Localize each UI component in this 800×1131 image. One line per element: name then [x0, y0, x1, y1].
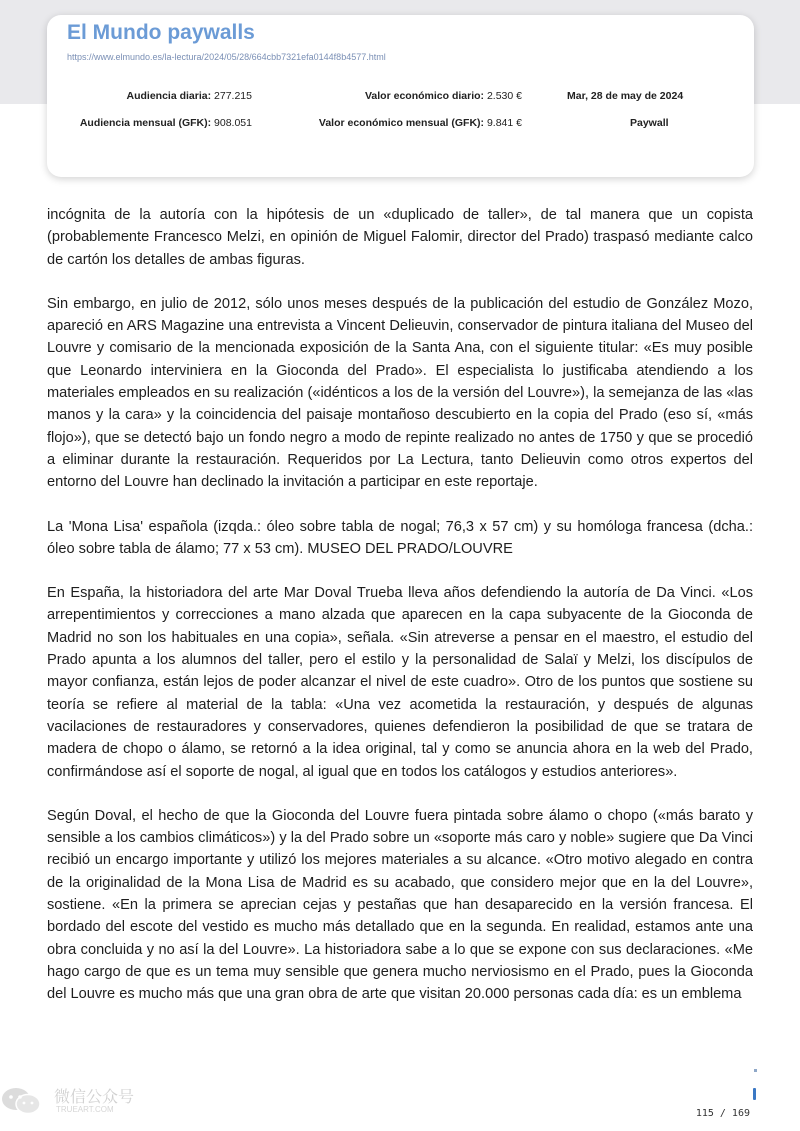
watermark-text: 微信公众号 [54, 1089, 135, 1106]
page-number: 115 / 169 [695, 1108, 750, 1119]
daily-audience [127, 90, 253, 102]
outlet-title: El Mundo paywalls [67, 21, 255, 44]
daily-audience-label: Audiencia diaria: [126, 90, 212, 102]
monthly-value-label: Valor económico mensual (GFK): [318, 117, 485, 129]
access-type: Paywall [630, 117, 669, 129]
article-paragraph: incógnita de la autoría con la hipótesis de un «duplicado de taller», de tal manera que un copista (probablemente Francesco Melzi, en opinión de Miguel Falomir, director del Prado) traspasó mediante calco de cartón los detalles de ambas figuras. [47, 207, 753, 268]
daily-audience-value: 277.215 [214, 90, 252, 102]
daily-value [365, 90, 522, 102]
margin-tick [754, 1069, 757, 1072]
monthly-value [319, 117, 522, 129]
image-caption: La 'Mona Lisa' española (izqda.: óleo sobre tabla de nogal; 76,3 x 57 cm) y su homóloga francesa (dcha.: óleo sobre tabla de álamo; 77 x 53 cm). MUSEO DEL PRADO/LOUVRE [47, 518, 753, 557]
wechat-watermark [0, 1072, 150, 1124]
monthly-audience-value: 908.051 [214, 117, 252, 129]
article-body [47, 204, 753, 1028]
monthly-value-amount: 9.841 € [486, 117, 522, 129]
wechat-icon [0, 1086, 44, 1116]
monthly-audience-label: Audiencia mensual (GFK): [79, 117, 212, 129]
publication-date: Mar, 28 de may de 2024 [567, 90, 684, 102]
monthly-audience [80, 117, 252, 129]
daily-value-label: Valor económico diario: [365, 90, 485, 102]
watermark-subtext: TRUEART.COM [56, 1105, 114, 1114]
article-paragraph: Sin embargo, en julio de 2012, sólo unos meses después de la publicación del estudio de González Mozo, apareció en ARS Magazine una entrevista a Vincent Delieuvin, conservador de pintura italiana del Museo del Louvre y comisario de la mencionada exposición de la Santa Ana, con el siguiente titular: «Es muy posible que Leonardo interviniera en la Gioconda del Prado». El especialista lo justificaba atendiendo a los materiales empleados en su realización («idénticos a los de la versión del Louvre»), la semejanza de las «las manos y la cara» y la coincidencia del paisaje montañoso descubierto en la copia del Prado (eso sí, «más flojo»), que se detectó bajo un fondo negro a modo de repinte realizado no antes de 1750 y que se procedió a eliminar durante la restauración. Requeridos por La Lectura, tanto Delieuvin como otros expertos del entorno del Louvre han declinado la invitación a participar en este reportaje. [47, 295, 753, 491]
daily-value-amount: 2.530 € [486, 90, 522, 102]
margin-marker [753, 1088, 756, 1100]
article-url[interactable]: https://www.elmundo.es/la-lectura/2024/05/28/664cbb7321efa0144f8b4577.html [67, 52, 386, 62]
article-paragraph: Según Doval, el hecho de que la Gioconda del Louvre fuera pintada sobre álamo o chopo («más barato y sensible a los cambios climáticos») y la del Prado sobre un «soporte más caro y noble» sugiere que Da Vinci recibió un encargo importante y utilizó los mejores materiales a su alcance. «Otro motivo alegado en contra de la originalidad de la Mona Lisa de Madrid es su acabado, que considero mejor que en la del Louvre», sostiene. «En la primera se aprecian cejas y pestañas que han desaparecido en la versión francesa. El bordado del escote del vestido es mucho más detallado que en la segunda. En realidad, estamos ante una obra concluida y no así la del Louvre». La historiadora sabe a lo que se expone con sus declaraciones. «Me hago cargo de que es un tema muy sensible que genera mucho nerviosismo en el Prado, pues la Gioconda del Louvre es mucho más que una gran obra de arte que visitan 20.000 personas cada día: es un emblema [47, 807, 753, 1003]
paywall-info-card [47, 15, 754, 177]
article-paragraph: En España, la historiadora del arte Mar Doval Trueba lleva años defendiendo la autoría de Da Vinci. «Los arrepentimientos y correcciones a mano alzada que aparecen en la capa subyacente de la Gioconda de Madrid no son los habituales en una copia», señala. «Sin atreverse a pensar en el maestro, el estudio del Prado apunta a los alumnos del taller, pero el estilo y la personalidad de Salaï y Melzi, los discípulos de mayor confianza, están lejos de poder alcanzar el nivel de este cuadro». Otro de los puntos que sostiene su teoría se refiere al material de la tabla: «Una vez acometida la restauración, y después de algunas vacilaciones de restauradores y conservadores, quienes defendieron la posibilidad de que se tratara de madera de chopo o álamo, se retornó a la idea original, tal y como se anuncia ahora en la web del Prado, confirmándose así el soporte de nogal, al igual que en todos los catálogos y estudios anteriores». [47, 585, 753, 780]
